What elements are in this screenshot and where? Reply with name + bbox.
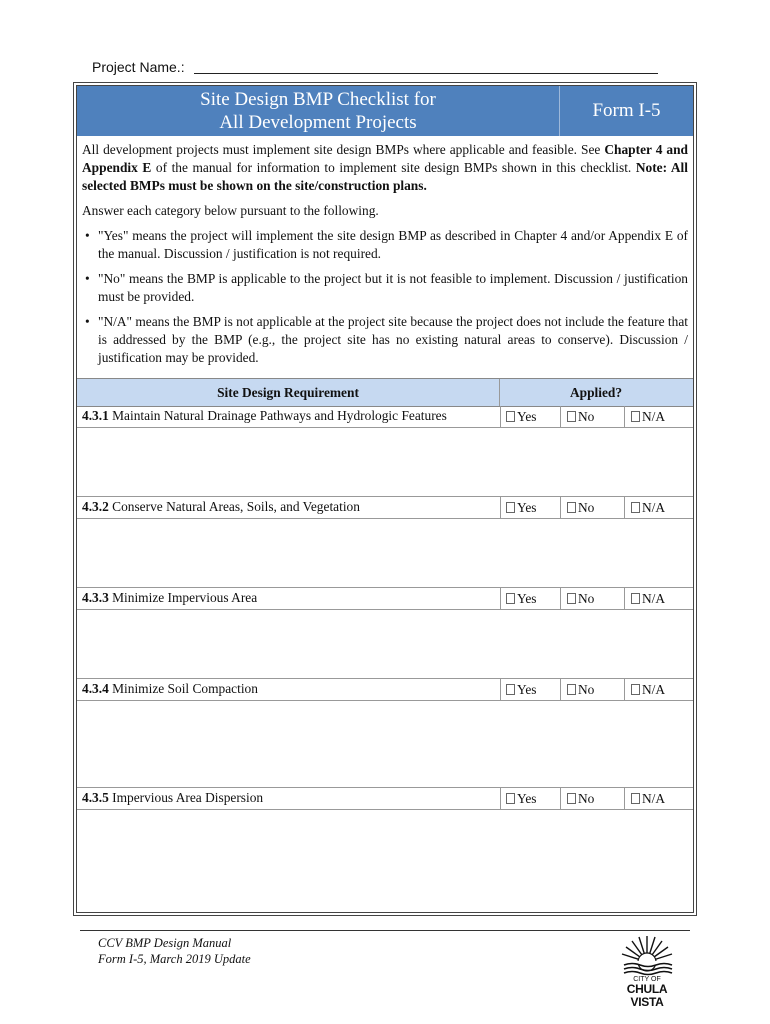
na-checkbox[interactable]: N/A [625,588,693,610]
checkbox-icon [567,502,576,513]
instructions [82,141,688,374]
na-checkbox[interactable]: N/A [625,406,693,428]
yes-checkbox[interactable]: Yes [500,588,561,610]
project-name-input-line[interactable] [194,73,658,74]
na-checkbox[interactable]: N/A [625,788,693,810]
table-row [77,788,693,910]
footer-divider [80,930,690,931]
yes-checkbox[interactable]: Yes [500,679,561,701]
list-item: • "N/A" means the BMP is not applicable at the project site because the project does not include the feature that is addressed by the BMP (e.g., the project site has no existing natural areas to conserve). Discussion / justification may be provided. [85,314,688,365]
footer-caption: CCV BMP Design Manual Form I-5, March 2019 Update [98,936,251,966]
table-header [77,378,693,407]
yes-checkbox[interactable]: Yes [500,406,561,428]
na-checkbox[interactable]: N/A [625,679,693,701]
column-header-requirement: Site Design Requirement [77,379,500,406]
yes-checkbox[interactable]: Yes [500,788,561,810]
project-name-label: Project Name.: [92,59,185,75]
yes-checkbox[interactable]: Yes [500,497,561,519]
checkbox-icon [567,793,576,804]
table-row [77,679,693,788]
form-header [77,86,693,136]
checkbox-icon [506,593,515,604]
discussion-area[interactable] [77,519,693,587]
na-checkbox[interactable]: N/A [625,497,693,519]
checkbox-icon [631,411,640,422]
checkbox-icon [506,411,515,422]
discussion-area[interactable] [77,428,693,496]
table-row [77,588,693,679]
instructions-paragraph: All development projects must implement site design BMPs where applicable and feasible. See Chapter 4 and Appendix E of the manual for information to implement site design BMPs shown in this checklist. Note: All selected BMPs must be shown on the site/construction plans. [82,142,688,193]
discussion-area[interactable] [77,701,693,787]
list-item: • "No" means the BMP is applicable to the project but it is not feasible to implement. Discussion / justification must be provided. [85,271,688,304]
requirement-label: 4.3.4 Minimize Soil Compaction [77,679,501,701]
requirement-label: 4.3.3 Minimize Impervious Area [77,588,501,610]
instructions-lead: Answer each category below pursuant to the following. [82,203,379,218]
form-id: Form I-5 [592,100,661,121]
checkbox-icon [631,593,640,604]
column-header-applied: Applied? [569,385,623,400]
no-checkbox[interactable]: No [561,679,625,701]
discussion-area[interactable] [77,810,693,910]
table-row [77,497,693,588]
checkbox-icon [567,411,576,422]
table-row [77,406,693,497]
checkbox-icon [567,593,576,604]
no-checkbox[interactable]: No [561,497,625,519]
no-checkbox[interactable]: No [561,788,625,810]
checkbox-icon [567,684,576,695]
city-logo-text: CITY OF CHULA VISTA [626,976,668,1009]
checkbox-icon [631,502,640,513]
project-name-field [92,57,658,79]
checkbox-icon [506,684,515,695]
checkbox-icon [506,793,515,804]
discussion-area[interactable] [77,610,693,678]
form-title: Site Design BMP Checklist for All Development Projects [77,86,560,136]
checkbox-icon [631,793,640,804]
list-item: • "Yes" means the project will implement the site design BMP as described in Chapter 4 and/or Appendix E of the manual. Discussion / justification is not required. [85,228,688,261]
checkbox-icon [631,684,640,695]
instructions-list [82,227,688,367]
requirement-label: 4.3.1 Maintain Natural Drainage Pathways and Hydrologic Features [77,406,501,428]
checkbox-icon [506,502,515,513]
requirement-label: 4.3.5 Impervious Area Dispersion [77,788,501,810]
no-checkbox[interactable]: No [561,406,625,428]
requirement-label: 4.3.2 Conserve Natural Areas, Soils, and Vegetation [77,497,501,519]
checklist-form [73,82,697,916]
no-checkbox[interactable]: No [561,588,625,610]
